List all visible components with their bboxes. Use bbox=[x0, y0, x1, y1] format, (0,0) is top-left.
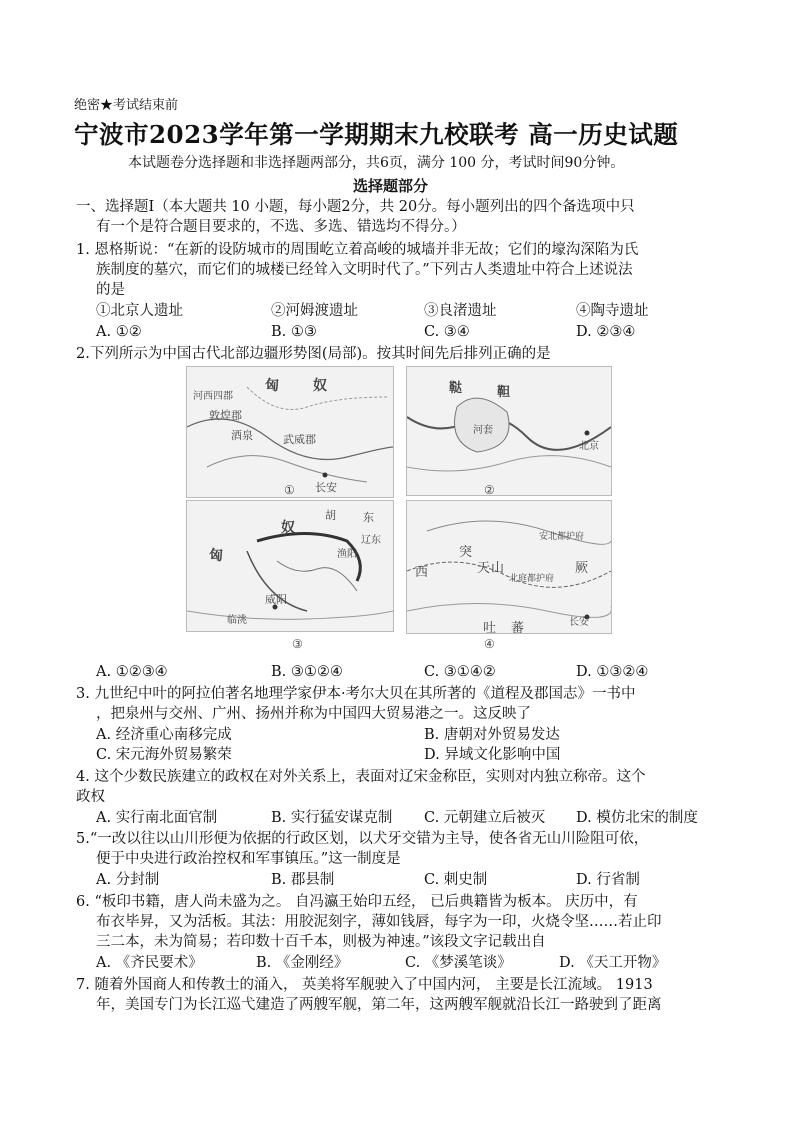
q5-option-a: A. 分封制 bbox=[96, 872, 160, 888]
q7-stem-cont: 年，美国专门为长江巡弋建造了两艘军舰，第二年，这两艘军舰就沿长江一路驶到了距离 bbox=[96, 997, 662, 1013]
part1-instruction-cont: 有一个是符合题目要求的，不选、多选、错选均不得分。） bbox=[96, 219, 466, 235]
map-3-label: 胡 bbox=[325, 509, 336, 522]
q4-stem-cont: 政权 bbox=[76, 789, 105, 805]
q4-option-c: C. 元朝建立后被灭 bbox=[424, 810, 546, 826]
q3-option-c: C. 宋元海外贸易繁荣 bbox=[96, 747, 232, 763]
page-title: 宁波市2023学年第一学期期末九校联考 高一历史试题 bbox=[74, 120, 679, 149]
exam-intro: 本试题卷分选择题和非选择题两部分，共6页，满分 100 分，考试时间90分钟。 bbox=[128, 155, 625, 171]
q1-item: ②河姆渡遗址 bbox=[271, 303, 358, 319]
q3-stem-cont: ，把泉州与交州、广州、扬州并称为中国四大贸易港之一。这反映了 bbox=[96, 706, 531, 722]
q1-option-d: D. ②③④ bbox=[576, 324, 636, 340]
q7-stem: 7. 随着外国商人和传教士的涌入， 英美将军舰驶入了中国内河， 主要是长江流域。 1913 bbox=[76, 977, 653, 993]
map-3-label: 渔阳 bbox=[337, 549, 357, 560]
q4-option-d: D. 模仿北宋的制度 bbox=[576, 810, 698, 826]
q6-option-a: A. 《齐民要术》 bbox=[96, 955, 203, 971]
map-4-number: ④ bbox=[484, 637, 495, 651]
q1-option-a: A. ①② bbox=[96, 324, 142, 340]
map-1 bbox=[186, 366, 394, 498]
q2-stem: 2.下列所示为中国古代北部边疆形势图(局部)。按其时间先后排列正确的是 bbox=[76, 346, 551, 362]
map-3-label: 辽东 bbox=[361, 535, 381, 546]
q1-option-b: B. ①③ bbox=[271, 324, 317, 340]
q5-stem-cont: 便于中央进行政治控权和军事镇压。”这一制度是 bbox=[96, 851, 401, 867]
map-1-label: 河西四郡 bbox=[193, 391, 233, 402]
q6-option-d: D. 《天工开物》 bbox=[559, 955, 667, 971]
map-4-label: 西 bbox=[415, 565, 429, 580]
q1-stem: 1. 恩格斯说：“在新的设防城市的周围屹立着高峻的城墙并非无故；它们的壕沟深陷为氏 bbox=[76, 242, 639, 258]
q1-item: ④陶寺遗址 bbox=[576, 303, 649, 319]
q2-option-a: A. ①②③④ bbox=[96, 664, 168, 680]
map-2 bbox=[406, 366, 612, 496]
q2-option-d: D. ①③②④ bbox=[576, 664, 649, 680]
map-4-label: 吐 bbox=[483, 621, 497, 634]
map-1-label: 长安 bbox=[315, 481, 337, 494]
map-3 bbox=[186, 500, 394, 632]
map-4-label: 天 bbox=[477, 561, 491, 576]
q3-stem: 3. 九世纪中叶的阿拉伯著名地理学家伊本·考尔大贝在其所著的《道程及郡国志》一书中 bbox=[76, 686, 636, 702]
confidential-note: 绝密★考试结束前 bbox=[74, 98, 179, 113]
map-1-label: 匈 bbox=[265, 378, 279, 394]
q6-option-c: C. 《梦溪笔谈》 bbox=[405, 955, 512, 971]
map-2-label: 靼 bbox=[497, 385, 511, 400]
q5-stem: 5.“一改以往以山川形便为依据的行政区划，以犬牙交错为主导，使各省无山川险阻可依， bbox=[76, 831, 649, 847]
q2-option-c: C. ③①④② bbox=[424, 664, 496, 680]
map-1-label: 酒泉 bbox=[231, 429, 253, 442]
q1-stem-cont2: 的是 bbox=[96, 282, 125, 298]
map-1-label: 敦煌郡 bbox=[209, 409, 242, 422]
map-2-label: 河套 bbox=[473, 425, 493, 436]
q6-option-b: B. 《金刚经》 bbox=[256, 955, 349, 971]
map-4-label: 山 bbox=[491, 561, 505, 576]
q6-stem-cont2: 三二本，未为简易；若印数十百千本，则极为神速。”该段文字记载出自 bbox=[96, 934, 546, 950]
q4-option-b: B. 实行猛安谋克制 bbox=[271, 810, 393, 826]
part1-instruction: 一、选择题Ⅰ（本大题共 10 小题，每小题2分，共 20分。每小题列出的四个备选项中只 bbox=[76, 199, 635, 215]
map-4 bbox=[406, 500, 612, 634]
map-2-label: 鞑 bbox=[449, 381, 463, 396]
map-1-label: 奴 bbox=[313, 378, 327, 394]
map-3-label: 奴 bbox=[281, 520, 295, 536]
q1-item: ③良渚遗址 bbox=[424, 303, 497, 319]
q1-option-c: C. ③④ bbox=[424, 324, 470, 340]
map-4-label: 长安 bbox=[569, 617, 589, 628]
map-3-label: 东 bbox=[363, 511, 374, 524]
q3-option-b: B. 唐朝对外贸易发达 bbox=[424, 727, 560, 743]
map-1-label: 武威郡 bbox=[283, 433, 316, 446]
q5-option-b: B. 郡县制 bbox=[271, 872, 335, 888]
section-heading: 选择题部分 bbox=[353, 177, 429, 195]
map-3-label: 匈 bbox=[209, 548, 223, 564]
map-4-label: 厥 bbox=[575, 561, 589, 576]
q6-stem-cont: 布衣毕昇，又为活板。其法：用胶泥刻字，薄如钱唇，每字为一印，火烧令坚……若止印 bbox=[96, 914, 662, 930]
q3-option-a: A. 经济重心南移完成 bbox=[96, 727, 232, 743]
map-2-label: 北京 bbox=[579, 441, 599, 452]
map-4-label: 北庭都护府 bbox=[509, 574, 555, 584]
q3-option-d: D. 异域文化影响中国 bbox=[424, 747, 561, 763]
q6-stem: 6. “板印书籍，唐人尚未盛为之。 自冯瀛王始印五经， 已后典籍皆为板本。 庆历中，有 bbox=[76, 894, 638, 910]
map-3-label: 威阳 bbox=[265, 593, 287, 606]
map-2-number: ② bbox=[484, 483, 495, 497]
q2-option-b: B. ③①②④ bbox=[271, 664, 343, 680]
map-3-number: ③ bbox=[292, 637, 303, 651]
map-4-label: 突 bbox=[459, 545, 473, 560]
q4-stem: 4. 这个少数民族建立的政权在对外关系上，表面对辽宋金称臣，实则对内独立称帝。这个 bbox=[76, 769, 646, 785]
q1-stem-cont: 族制度的墓穴，而它们的城楼已经耸入文明时代了。”下列古人类遗址中符合上述说法 bbox=[96, 262, 633, 278]
q1-item: ①北京人遗址 bbox=[96, 303, 183, 319]
map-1-number: ① bbox=[284, 483, 295, 497]
q5-option-c: C. 刺史制 bbox=[424, 872, 488, 888]
map-4-label: 安北都护府 bbox=[539, 532, 585, 542]
q5-option-d: D. 行省制 bbox=[576, 872, 640, 888]
q4-option-a: A. 实行南北面官制 bbox=[96, 810, 218, 826]
map-4-label: 蕃 bbox=[511, 621, 525, 634]
map-3-label: 临洮 bbox=[227, 615, 247, 626]
